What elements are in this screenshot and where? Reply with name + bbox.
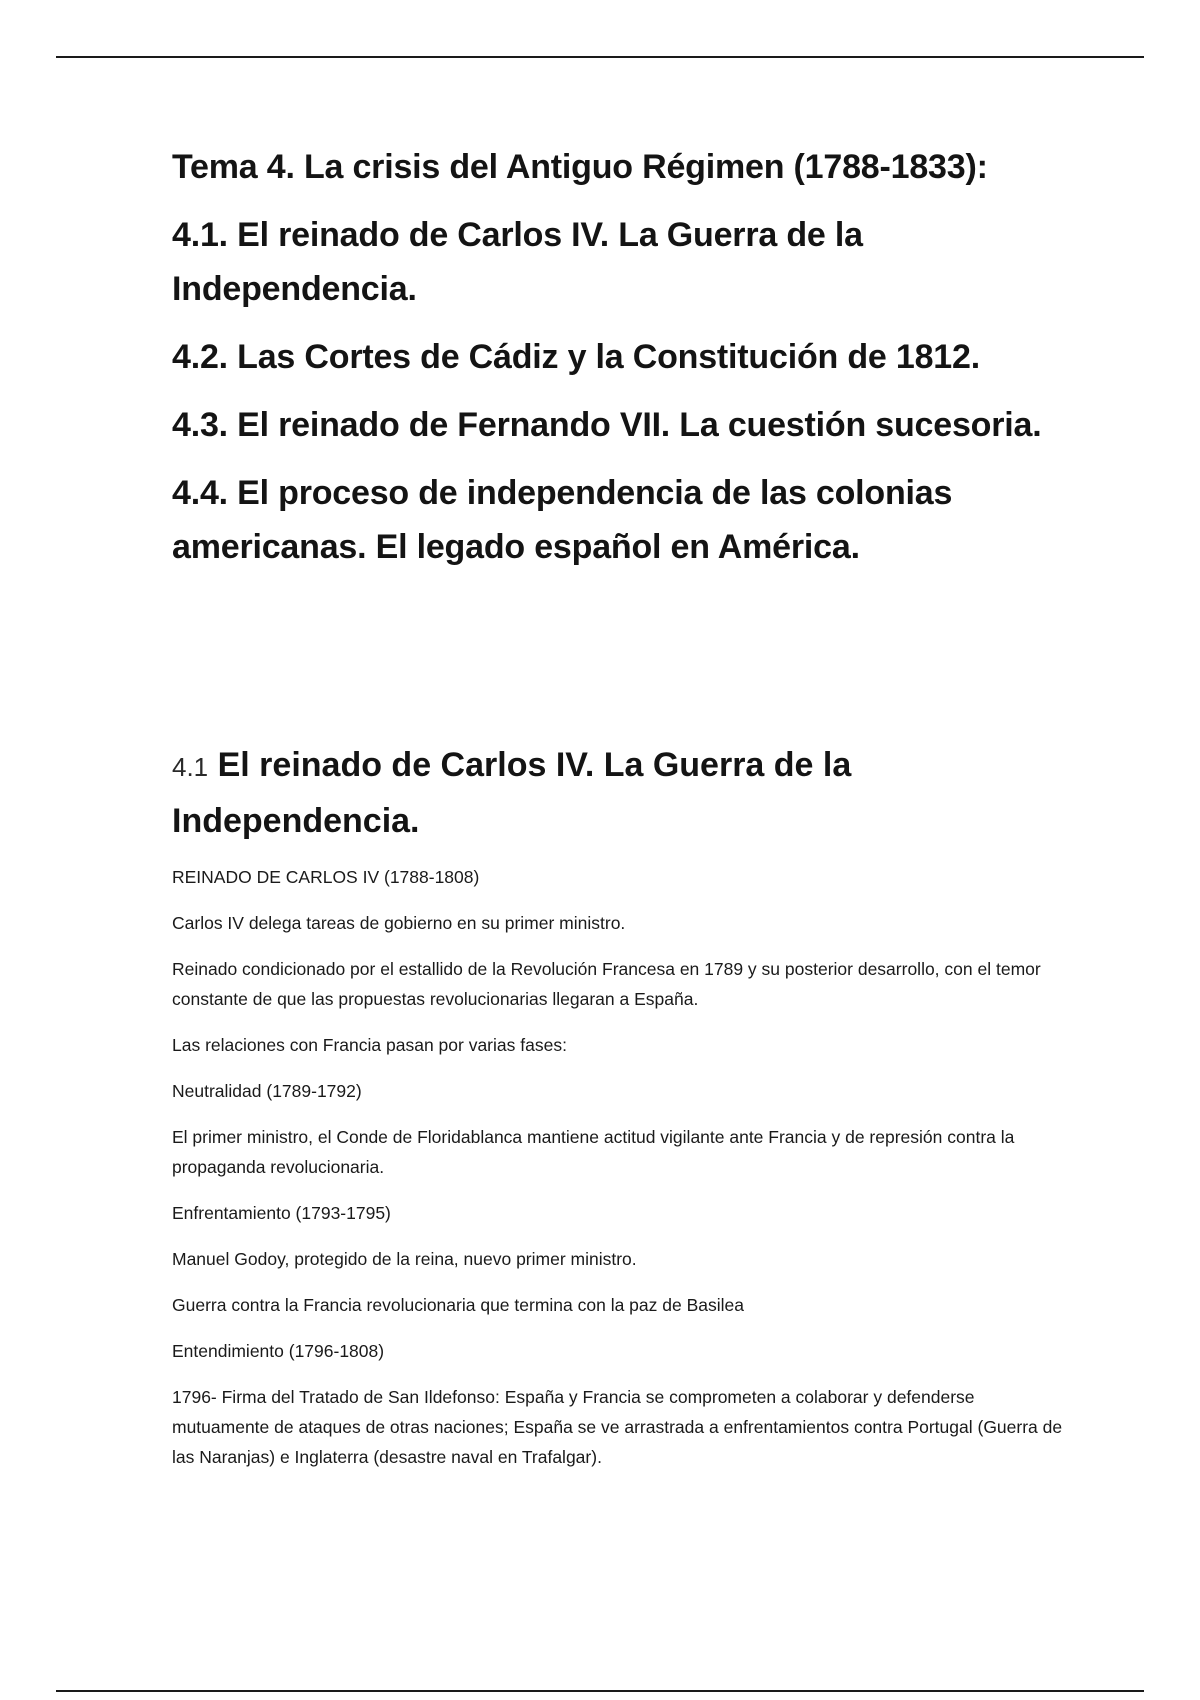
- section-title-text: El reinado de Carlos IV. La Guerra de la Independencia.: [172, 746, 852, 840]
- toc-item-4-4: 4.4. El proceso de independencia de las colonias americanas. El legado español en América.: [172, 474, 953, 566]
- paragraph: Reinado condicionado por el estallido de la Revolución Francesa en 1789 y su posterior desarrollo, con el temor constante de que las propuestas revolucionarias llegaran a España.: [172, 959, 1041, 1009]
- bottom-rule: [56, 1690, 1144, 1692]
- section-spacer: [172, 588, 1072, 738]
- toc-item-4-3: 4.3. El reinado de Fernando VII. La cuestión sucesoria.: [172, 406, 1042, 444]
- toc-item-4-2: 4.2. Las Cortes de Cádiz y la Constitución de 1812.: [172, 338, 980, 376]
- paragraph: El primer ministro, el Conde de Floridablanca mantiene actitud vigilante ante Francia y de represión contra la propaganda revolucionaria.: [172, 1127, 1015, 1177]
- section-heading: [172, 738, 1072, 848]
- paragraph-reign-heading: REINADO DE CARLOS IV (1788-1808): [172, 867, 480, 887]
- phase-label: Entendimiento (1796-1808): [172, 1341, 385, 1361]
- topic-title: Tema 4. La crisis del Antiguo Régimen (1788-1833):: [172, 148, 988, 186]
- phase-label: Neutralidad (1789-1792): [172, 1081, 362, 1101]
- paragraph: Carlos IV delega tareas de gobierno en su primer ministro.: [172, 913, 626, 933]
- paragraph: Guerra contra la Francia revolucionaria que termina con la paz de Basilea: [172, 1295, 744, 1315]
- top-rule: [56, 56, 1144, 58]
- paragraph: Manuel Godoy, protegido de la reina, nuevo primer ministro.: [172, 1249, 637, 1269]
- section-number: 4.1: [172, 752, 209, 782]
- phase-label: Enfrentamiento (1793-1795): [172, 1203, 391, 1223]
- paragraph: 1796- Firma del Tratado de San Ildefonso: España y Francia se comprometen a colaborar y defenderse mutuamente de ataques de otras naciones; España se ve arrastrada a enfrentamientos contra Portugal (Guerra de las Naranjas) e Inglaterra (desastre naval en Trafalgar).: [172, 1387, 1063, 1467]
- document-body: [172, 140, 1072, 1488]
- toc-item-4-1: 4.1. El reinado de Carlos IV. La Guerra de la Independencia.: [172, 216, 863, 308]
- paragraph: Las relaciones con Francia pasan por varias fases:: [172, 1035, 567, 1055]
